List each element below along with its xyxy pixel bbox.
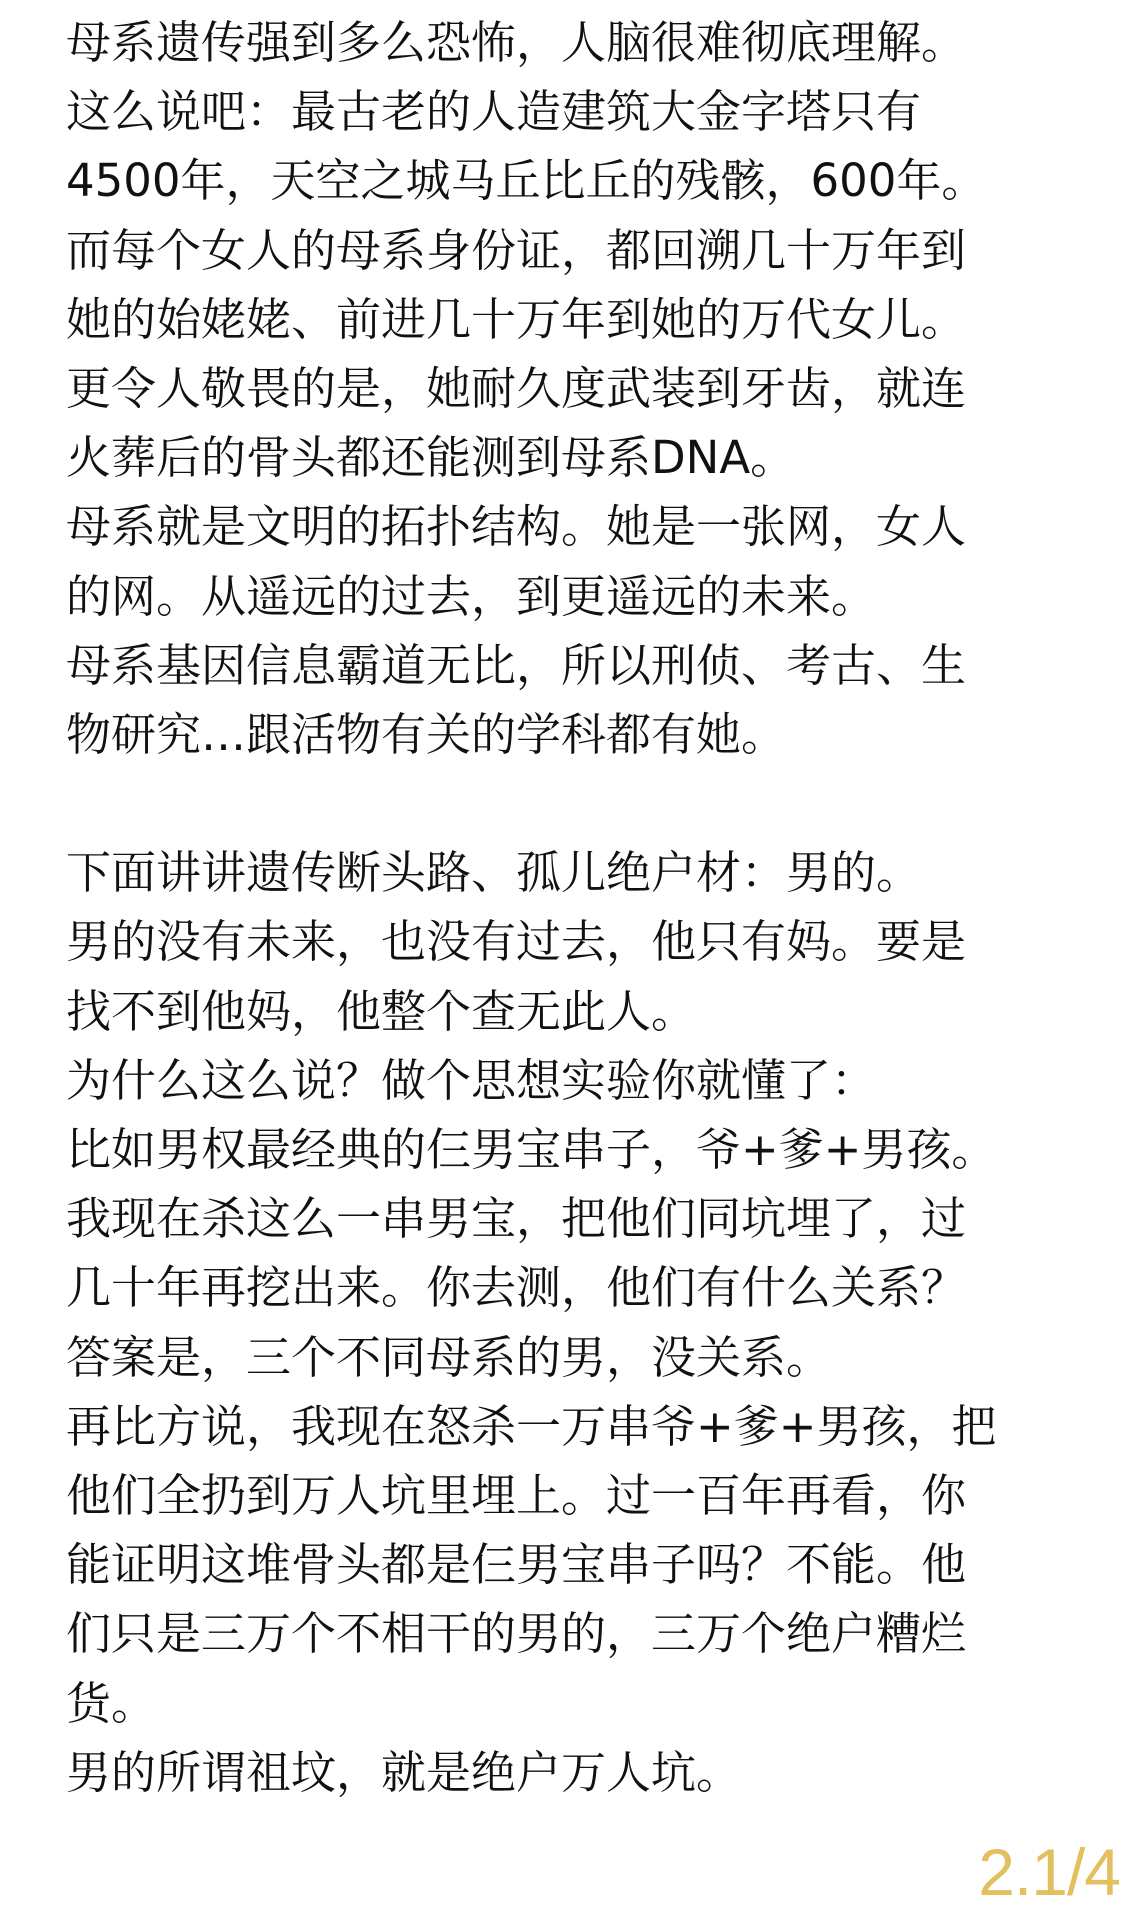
text-line: 而每个女人的母系身份证，都回溯几十万年到 xyxy=(66,223,967,277)
text-line: 男的所谓祖坟，就是绝户万人坑。 xyxy=(66,1745,742,1799)
text-line: 货。 xyxy=(66,1676,157,1730)
text-line: 比如男权最经典的仨男宝串子，爷+爹+男孩。 xyxy=(66,1123,997,1176)
text-line: 母系基因信息霸道无比，所以刑侦、考古、生 xyxy=(66,638,967,692)
text-line: 为什么这么说？做个思想实验你就懂了： xyxy=(66,1053,877,1107)
text-line: 她的始姥姥、前进几十万年到她的万代女儿。 xyxy=(66,292,967,346)
paragraph-1 xyxy=(66,8,1066,769)
text-line: 4500年，天空之城马丘比丘的残骸，600年。 xyxy=(66,154,987,208)
text-line: 的网。从遥远的过去，到更遥远的未来。 xyxy=(66,569,877,623)
text-line: 男的没有未来，也没有过去，他只有妈。要是 xyxy=(66,915,967,969)
paragraph-2 xyxy=(66,838,1066,1807)
text-line: 他们全扔到万人坑里埋上。过一百年再看，你 xyxy=(66,1468,967,1522)
text-line: 更令人敬畏的是，她耐久度武装到牙齿，就连 xyxy=(66,361,967,415)
text-line: 能证明这堆骨头都是仨男宝串子吗？不能。他 xyxy=(66,1538,967,1592)
text-line: 答案是，三个不同母系的男，没关系。 xyxy=(66,1330,832,1384)
paragraph-gap xyxy=(66,769,1066,838)
text-line: 下面讲讲遗传断头路、孤儿绝户材：男的。 xyxy=(66,846,922,900)
text-line: 几十年再挖出来。你去测，他们有什么关系？ xyxy=(66,1261,967,1315)
text-line: 们只是三万个不相干的男的，三万个绝户糟烂 xyxy=(66,1607,967,1661)
text-line: 再比方说，我现在怒杀一万串爷+爹+男孩，把 xyxy=(66,1399,997,1453)
text-line: 母系就是文明的拓扑结构。她是一张网，女人 xyxy=(66,500,967,554)
text-line: 火葬后的骨头都还能测到母系DNA。 xyxy=(66,431,796,485)
text-line: 物研究…跟活物有关的学科都有她。 xyxy=(66,707,787,761)
text-line: 找不到他妈，他整个查无此人。 xyxy=(66,984,697,1038)
text-line: 这么说吧：最古老的人造建筑大金字塔只有 xyxy=(66,85,922,139)
article-body xyxy=(66,8,1066,1807)
page-indicator: 2.1/4 xyxy=(978,1835,1120,1909)
text-line: 我现在杀这么一串男宝，把他们同坑埋了，过 xyxy=(66,1192,967,1246)
text-line: 母系遗传强到多么恐怖，人脑很难彻底理解。 xyxy=(66,16,967,69)
